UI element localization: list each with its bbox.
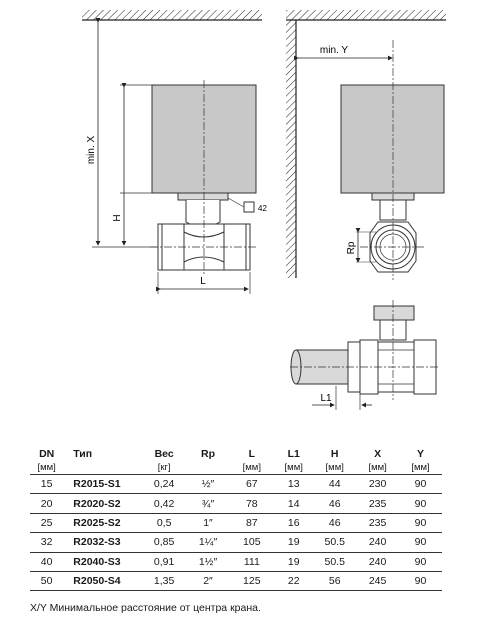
cell-dn: 40 <box>30 552 63 571</box>
cell-x: 235 <box>356 494 399 513</box>
cell-l1: 19 <box>274 552 313 571</box>
cell-h: 50.5 <box>313 552 356 571</box>
cell-rp: 1″ <box>187 513 230 532</box>
col-header-l1: L1 <box>287 448 300 460</box>
cell-rp: ½″ <box>187 475 230 494</box>
unit-dn: [мм] <box>30 461 63 475</box>
wall-hatch <box>286 20 296 278</box>
cell-h: 46 <box>313 513 356 532</box>
cell-x: 235 <box>356 513 399 532</box>
ceiling-hatch <box>82 10 262 20</box>
cell-l: 105 <box>229 533 274 552</box>
label-l: L <box>200 276 206 287</box>
cell-x: 230 <box>356 475 399 494</box>
cell-h: 50.5 <box>313 533 356 552</box>
table-units-row <box>30 461 442 475</box>
unit-y: [мм] <box>399 461 442 475</box>
side-view <box>286 10 446 280</box>
footnote: X/Y Минимальное расстояние от центра крана. <box>30 602 261 614</box>
unit-l: [мм] <box>229 461 274 475</box>
col-header-y: Y <box>417 448 425 460</box>
cell-l1: 16 <box>274 513 313 532</box>
cell-type: R2025-S2 <box>63 513 141 532</box>
label-h: H <box>112 214 123 222</box>
cell-rp: 1½″ <box>187 552 230 571</box>
col-header-weight: Вес <box>154 448 174 460</box>
unit-weight: [кг] <box>142 461 187 475</box>
cell-y: 90 <box>399 533 442 552</box>
label-42: 42 <box>258 204 267 213</box>
cell-y: 90 <box>399 494 442 513</box>
unit-l1: [мм] <box>274 461 313 475</box>
cell-h: 56 <box>313 571 356 590</box>
table-row <box>30 533 442 552</box>
cell-x: 240 <box>356 552 399 571</box>
cell-weight: 0,5 <box>142 513 187 532</box>
actuator-neck <box>178 193 228 200</box>
cell-l: 78 <box>229 494 274 513</box>
cell-dn: 50 <box>30 571 63 590</box>
table-header-row <box>30 448 442 461</box>
cell-rp: 2″ <box>187 571 230 590</box>
cell-l: 111 <box>229 552 274 571</box>
unit-rp <box>187 461 230 475</box>
cell-y: 90 <box>399 552 442 571</box>
cell-weight: 0,91 <box>142 552 187 571</box>
label-min-x: min. X <box>86 135 97 165</box>
cell-rp: ¾″ <box>187 494 230 513</box>
col-header-h: H <box>330 448 339 460</box>
cell-rp: 1¼″ <box>187 533 230 552</box>
cell-h: 46 <box>313 494 356 513</box>
cell-type: R2040-S3 <box>63 552 141 571</box>
col-header-l: L <box>248 448 256 460</box>
cell-type: R2015-S1 <box>63 475 141 494</box>
ceiling-hatch-side <box>286 10 446 20</box>
cell-weight: 0,85 <box>142 533 187 552</box>
cell-weight: 0,42 <box>142 494 187 513</box>
table-row <box>30 571 442 590</box>
table-row <box>30 475 442 494</box>
label-min-y: min. Y <box>319 45 349 56</box>
table-row <box>30 552 442 571</box>
pipe-detail-view <box>290 300 440 410</box>
cell-type: R2050-S4 <box>63 571 141 590</box>
cell-l: 87 <box>229 513 274 532</box>
cell-dn: 15 <box>30 475 63 494</box>
table-row <box>30 494 442 513</box>
valve-stem <box>186 200 220 227</box>
table-row <box>30 513 442 532</box>
actuator-body-side <box>341 85 444 193</box>
cell-weight: 1,35 <box>142 571 187 590</box>
cell-y: 90 <box>399 571 442 590</box>
cell-type: R2020-S2 <box>63 494 141 513</box>
label-rp: Rp <box>346 241 357 255</box>
cell-dn: 32 <box>30 533 63 552</box>
col-header-dn: DN <box>39 448 55 460</box>
cell-weight: 0,24 <box>142 475 187 494</box>
cell-l1: 22 <box>274 571 313 590</box>
cell-x: 245 <box>356 571 399 590</box>
spec-table <box>30 448 442 591</box>
cell-l: 67 <box>229 475 274 494</box>
unit-x: [мм] <box>356 461 399 475</box>
col-header-rp: Rp <box>201 448 215 460</box>
cell-y: 90 <box>399 513 442 532</box>
cell-x: 240 <box>356 533 399 552</box>
cell-l1: 13 <box>274 475 313 494</box>
label-l1: L1 <box>320 393 332 404</box>
unit-type <box>63 461 141 475</box>
cell-dn: 20 <box>30 494 63 513</box>
front-view <box>82 10 262 294</box>
unit-h: [мм] <box>313 461 356 475</box>
cell-h: 44 <box>313 475 356 494</box>
cell-l: 125 <box>229 571 274 590</box>
cell-dn: 25 <box>30 513 63 532</box>
col-header-type: Тип <box>73 448 93 460</box>
cell-l1: 14 <box>274 494 313 513</box>
cell-l1: 19 <box>274 533 313 552</box>
cell-y: 90 <box>399 475 442 494</box>
col-header-x: X <box>374 448 382 460</box>
cell-type: R2032-S3 <box>63 533 141 552</box>
